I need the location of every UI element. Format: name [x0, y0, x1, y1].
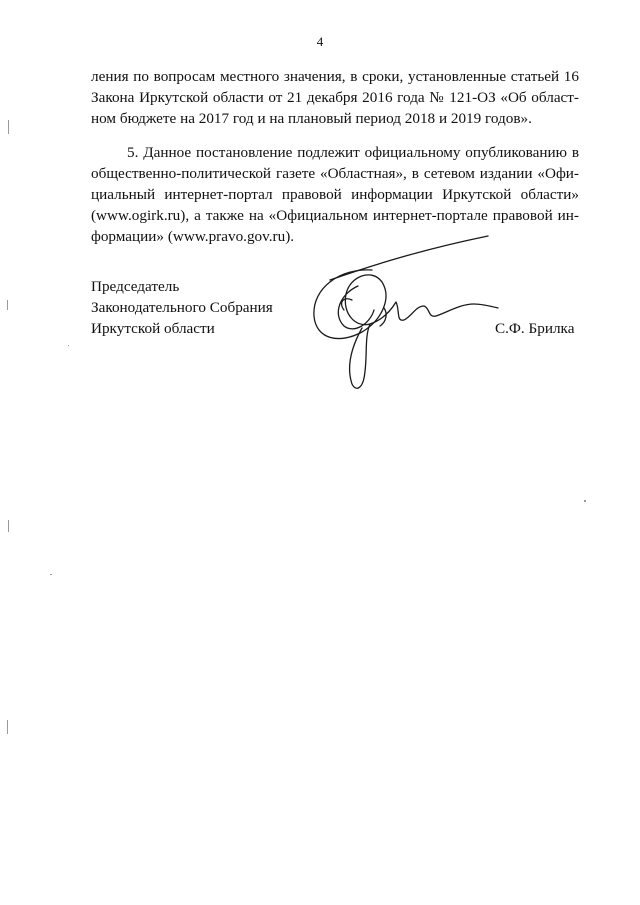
handwritten-signature — [300, 228, 510, 398]
text-line: 5. Данное постановление подлежит официальному опубликованию в — [127, 144, 579, 161]
text-line: Закона Иркутской области от 21 декабря 2016 года № 121-ОЗ «Об област- — [91, 89, 579, 106]
signatory-title-line: Председатель — [91, 278, 180, 295]
signatory-title-line: Иркутской области — [91, 320, 215, 337]
scan-artifact — [50, 574, 52, 575]
text-line: общественно-политической газете «Областная», в сетевом издании «Офи- — [91, 165, 579, 182]
scan-artifact — [7, 300, 8, 310]
signatory-title-line: Законодательного Собрания — [91, 299, 273, 316]
paragraph-continuation — [91, 66, 579, 129]
text-line: ном бюджете на 2017 год и на плановый период 2018 и 2019 годов». — [91, 110, 532, 127]
text-line: (www.ogirk.ru), а также на «Официальном интернет-портале правовой ин- — [91, 207, 579, 224]
scan-artifact — [68, 345, 69, 346]
page-number: 4 — [316, 34, 324, 49]
scan-artifact — [8, 520, 9, 532]
signatory-title — [91, 276, 273, 339]
scan-artifact — [8, 120, 9, 134]
text-line: ления по вопросам местного значения, в сроки, установленные статьей 16 — [91, 68, 579, 85]
scan-artifact — [584, 500, 586, 502]
signatory-name: С.Ф. Брилка — [495, 320, 575, 337]
text-line: циальный интернет-портал правовой информации Иркутской области» — [91, 186, 579, 203]
scan-artifact — [7, 720, 8, 734]
text-line: формации» (www.pravo.gov.ru). — [91, 228, 295, 245]
